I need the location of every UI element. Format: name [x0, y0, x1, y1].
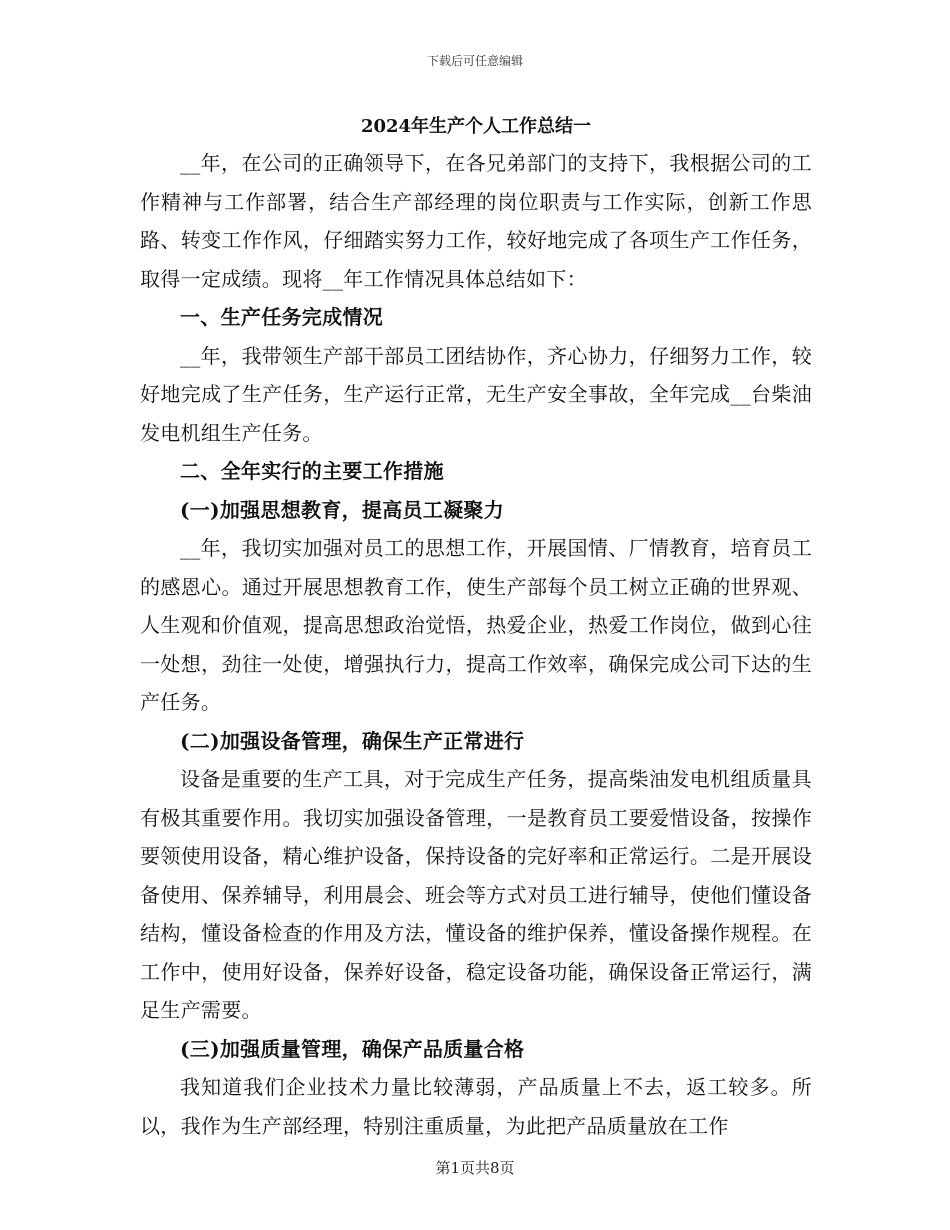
paragraph: __年，我带领生产部干部员工团结协作，齐心协力，仔细努力工作，较好地完成了生产任务，生产运行正常，无生产安全事故，全年完成__台柴油发电机组生产任务。	[140, 343, 812, 445]
subsection-heading: (三)加强质量管理，确保产品质量合格	[180, 1036, 525, 1061]
subsection-heading: (一)加强思想教育，提高员工凝聚力	[180, 497, 505, 522]
page-header-note: 下载后可任意编辑	[426, 54, 523, 68]
paragraph: 我知道我们企业技术力量比较薄弱，产品质量上不去，返工较多。所以，我作为生产部经理，特别注重质量，为此把产品质量放在工作	[140, 1075, 812, 1138]
document-body	[140, 110, 812, 1145]
section-heading: 二、全年实行的主要工作措施	[180, 459, 444, 483]
document-title: 2024年生产个人工作总结一	[360, 116, 592, 137]
paragraph: __年，在公司的正确领导下，在各兄弟部门的支持下，我根据公司的工作精神与工作部署，结合生产部经理的岗位职责与工作实际，创新工作思路、转变工作作风，仔细踏实努力工作，较好地完成了各项生产工作任务，取得一定成绩。现将__年工作情况具体总结如下：	[140, 151, 812, 291]
subsection-heading: (二)加强设备管理，确保生产正常进行	[180, 728, 525, 753]
paragraph: 设备是重要的生产工具，对于完成生产任务，提高柴油发电机组质量具有极其重要作用。我切实加强设备管理，一是教育员工要爱惜设备，按操作要领使用设备，精心维护设备，保持设备的完好率和正常运行。二是开展设备使用、保养辅导，利用晨会、班会等方式对员工进行辅导，使他们懂设备结构，懂设备检查的作用及方法，懂设备的维护保养，懂设备操作规程。在工作中，使用好设备，保养好设备，稳定设备功能，确保设备正常运行，满足生产需要。	[140, 767, 812, 1022]
paragraph: __年，我切实加强对员工的思想工作，开展国情、厂情教育，培育员工的感恩心。通过开展思想教育工作，使生产部每个员工树立正确的世界观、人生观和价值观，提高思想政治觉悟，热爱企业，热爱工作岗位，做到心往一处想，劲往一处使，增强执行力，提高工作效率，确保完成公司下达的生产任务。	[140, 536, 812, 714]
page-number: 第1页共8页	[435, 1159, 515, 1177]
section-heading: 一、生产任务完成情况	[180, 305, 383, 329]
